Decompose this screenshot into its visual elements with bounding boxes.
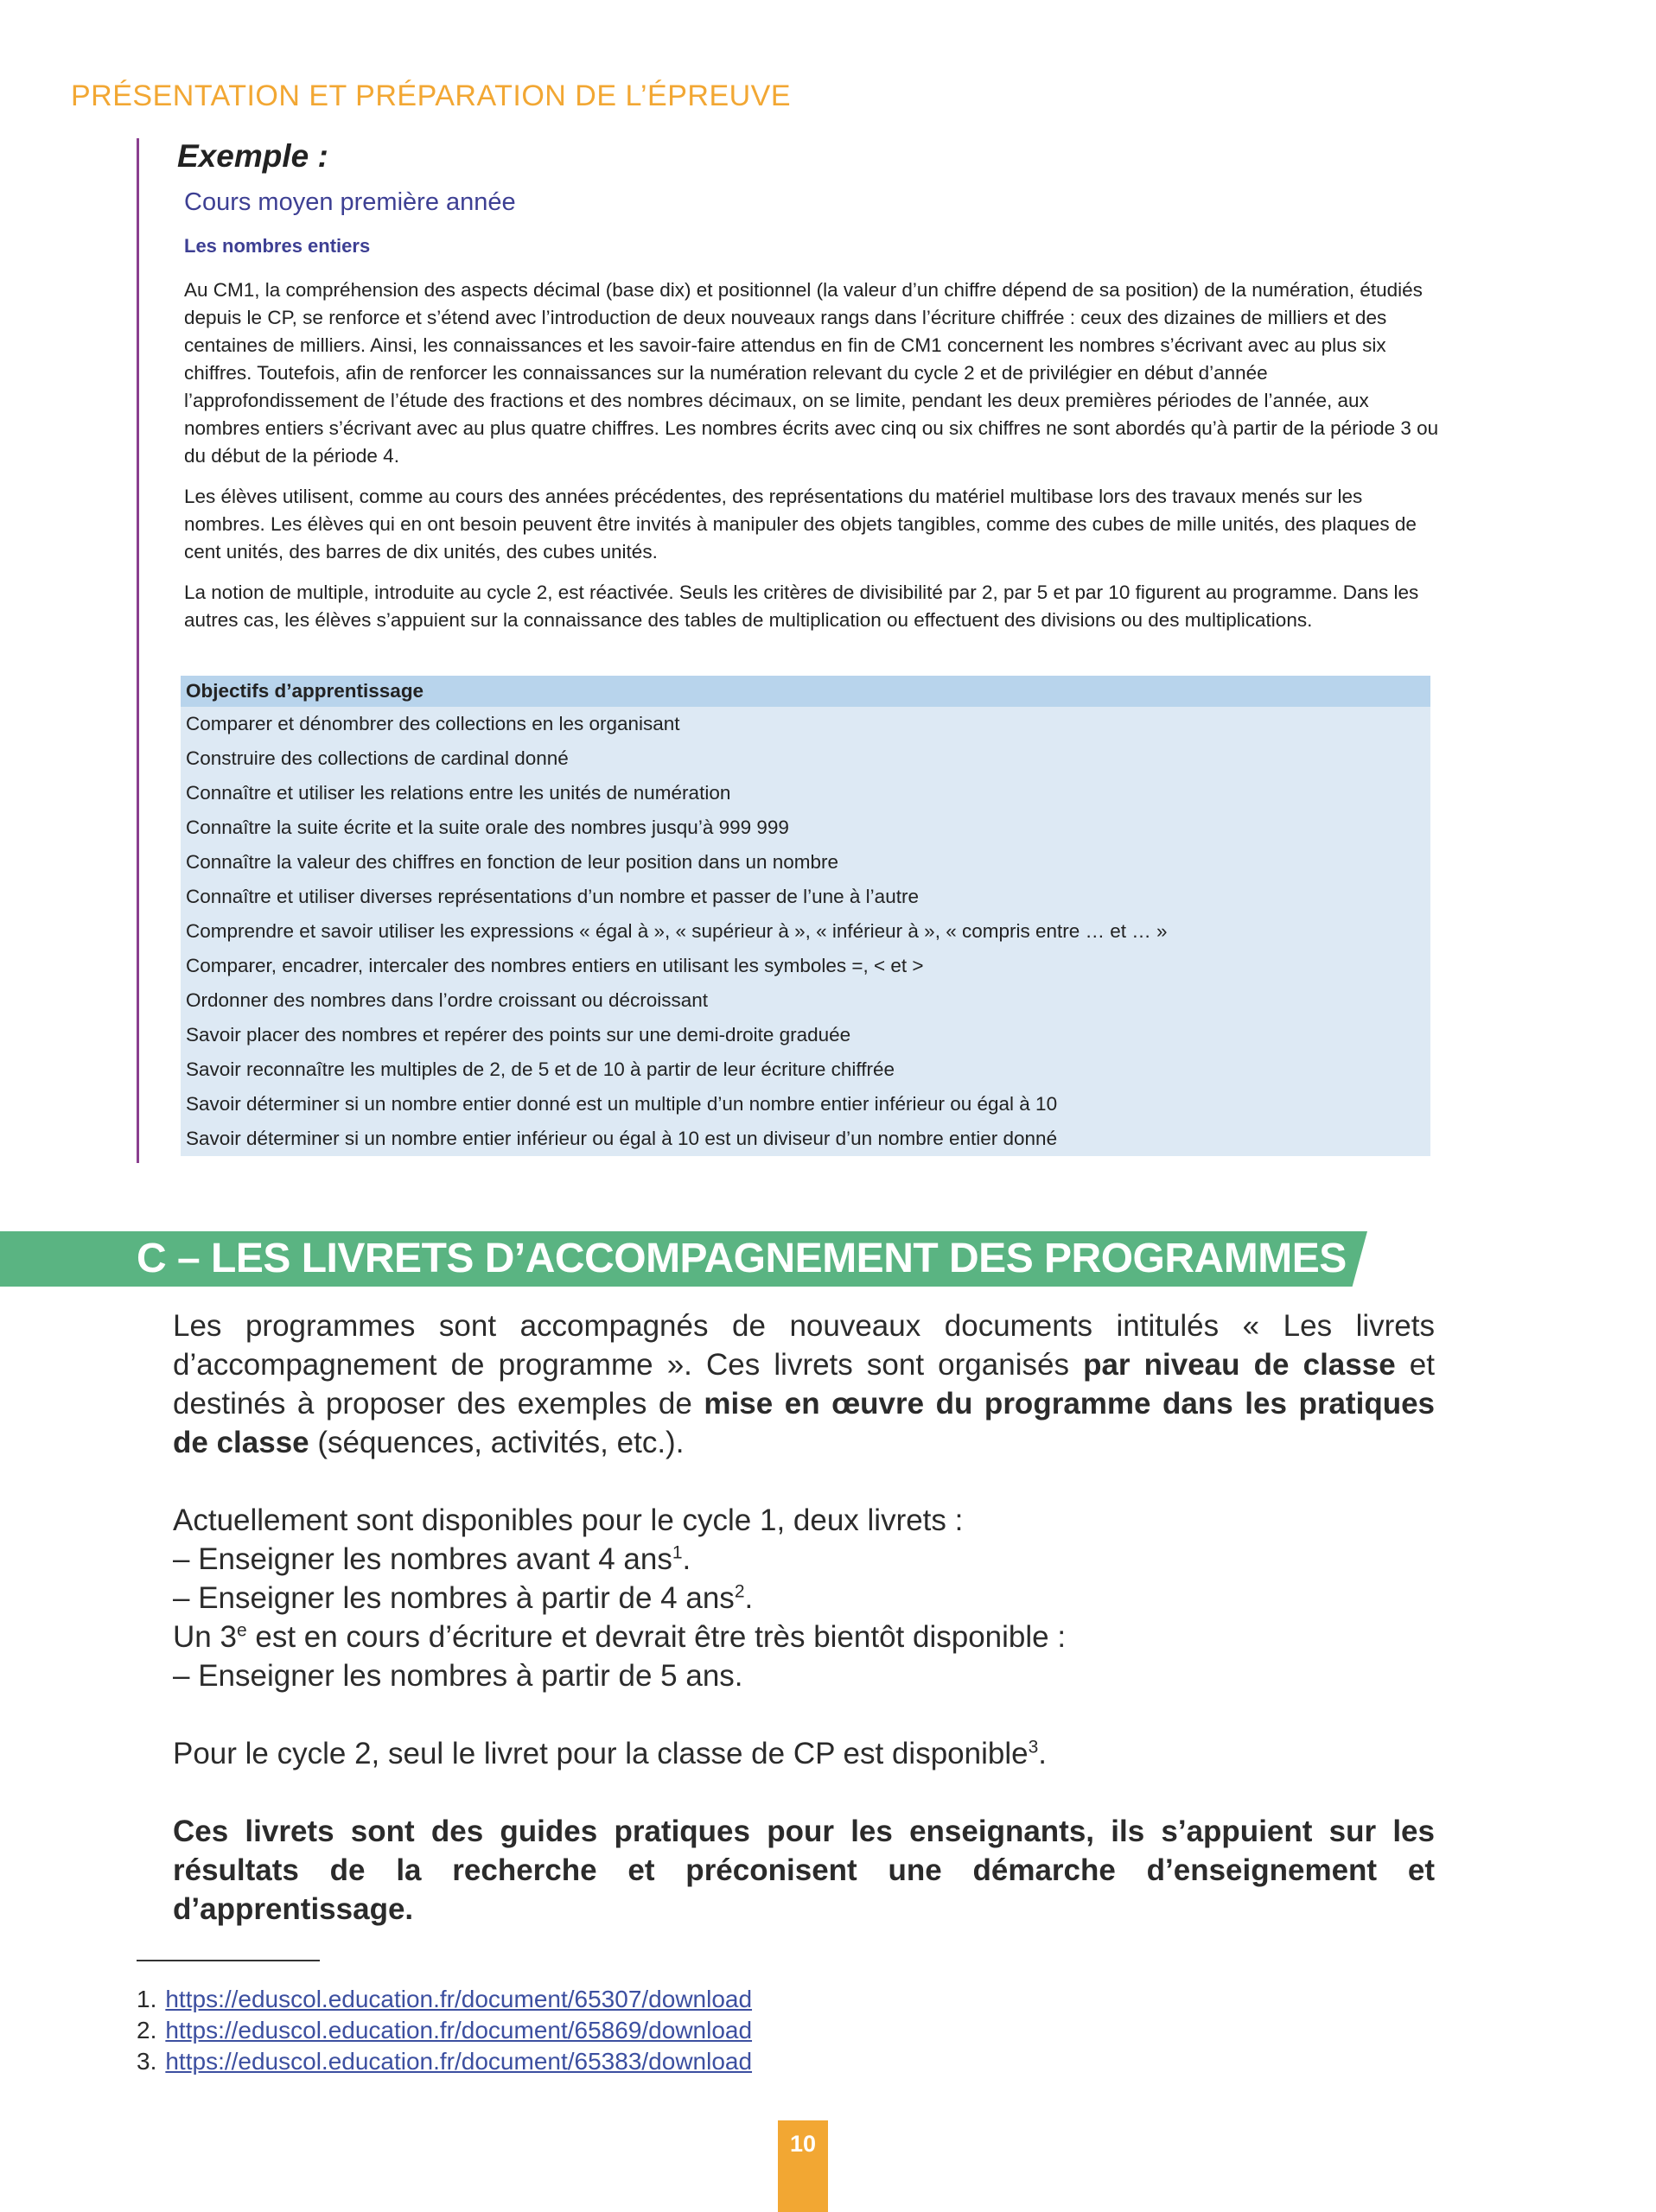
footnote: 3. https://eduscol.education.fr/document/65383/download xyxy=(137,2048,753,2075)
objective-row: Comparer, encadrer, intercaler des nombres entiers en utilisant les symboles =, < et > xyxy=(186,955,924,976)
objective-row: Savoir déterminer si un nombre entier inférieur ou égal à 10 est un diviseur d’un nombre entier donné xyxy=(186,1128,1058,1149)
example-paragraph: Les élèves utilisent, comme au cours des années précédentes, des représentations du matériel multibase lors des travaux menés sur les nombres. Les élèves qui en ont besoin peuvent être invités à manipuler des objets tangibles, comme des cubes de mille unités, des plaques de cent unités, des barres de dix unités, des cubes unités. xyxy=(184,486,1417,563)
example-paragraph: La notion de multiple, introduite au cycle 2, est réactivée. Seuls les critères de divisibilité par 2, par 5 et par 10 figurent au programme. Dans les autres cas, les élèves s’appuient sur la connaissance des tables de multiplication ou effectuent des divisions ou des multiplications. xyxy=(184,582,1419,631)
footnote-link[interactable]: https://eduscol.education.fr/document/65383/download xyxy=(165,2048,753,2075)
objective-row: Construire des collections de cardinal donné xyxy=(186,747,569,769)
cycle2-paragraph: Pour le cycle 2, seul le livret pour la classe de CP est disponible$^3$. xyxy=(173,1737,1048,1770)
objective-row: Connaître et utiliser diverses représentations d’un nombre et passer de l’une à l’autre xyxy=(186,886,919,907)
intro-text: (séquences, activités, etc.). xyxy=(309,1426,685,1459)
objective-row: Savoir déterminer si un nombre entier donné est un multiple d’un nombre entier inférieur ou égal à 10 xyxy=(186,1093,1058,1115)
objective-row: Savoir reconnaître les multiples de 2, de 5 et de 10 à partir de leur écriture chiffrée xyxy=(186,1058,895,1080)
intro-bold: mise en œuvre du programme dans les pratiques de classe xyxy=(173,1387,1436,1459)
objective-row: Connaître et utiliser les relations entre les unités de numération xyxy=(186,782,731,804)
booklet-item: – Enseigner les nombres avant 4 ans$^1$. xyxy=(173,1542,691,1576)
section-subtitle: Les nombres entiers xyxy=(184,235,371,257)
booklet-item: – Enseigner les nombres à partir de 5 ans. xyxy=(173,1659,743,1693)
conclusion-paragraph: Ces livrets sont des guides pratiques pour les enseignants, ils s’appuient sur les résultats de la recherche et préconisent une démarche d’enseignement et d’apprentissage. xyxy=(173,1815,1435,1926)
footnote-ref: 2 xyxy=(734,1581,745,1602)
footnote-link[interactable]: https://eduscol.education.fr/document/65869/download xyxy=(165,2017,753,2044)
objectives-header: Objectifs d’apprentissage xyxy=(181,676,1430,707)
intro-paragraph xyxy=(173,1306,1435,1462)
running-header: PRÉSENTATION ET PRÉPARATION DE L’ÉPREUVE xyxy=(71,79,792,112)
intro-text: et destinés à proposer des exemples de xyxy=(173,1348,1435,1421)
footnote-divider xyxy=(137,1960,320,1961)
intro-text: Les programmes sont accompagnés de nouveaux documents intitulés « Les livrets d’accompagnement de programme ». Ces livrets sont organisés xyxy=(173,1309,1435,1382)
objective-row: Connaître la suite écrite et la suite orale des nombres jusqu’à 999 999 xyxy=(186,817,789,838)
example-paragraphs xyxy=(184,276,1446,647)
footnote-link[interactable]: https://eduscol.education.fr/document/65307/download xyxy=(165,1986,753,2012)
cycle1-intro: Actuellement sont disponibles pour le cycle 1, deux livrets : xyxy=(173,1503,964,1537)
objective-row: Comparer et dénombrer des collections en les organisant xyxy=(186,713,680,734)
footnote-ref: 1 xyxy=(672,1542,683,1563)
example-paragraph: Au CM1, la compréhension des aspects décimal (base dix) et positionnel (la valeur d’un chiffre dépend de sa position) de la numération, étudiés depuis le CP, se renforce et s’étend avec l’introduction de deux nouveaux rangs dans l’écriture chiffrée : ceux des dizaines de milliers et des centaines de milliers. Ainsi, les connaissances et les savoir-faire attendus en fin de CM1 concernent les nombres s’écrivant avec au plus six chiffres. Toutefois, afin de renforcer les connaissances sur la numération relevant du cycle 2 et de privilégier en début d’année l’approfondissement de l’étude des fractions et des nombres décimaux, on se limite, pendant les deux premières périodes de l’année, aux nombres entiers s’écrivant avec au plus quatre chiffres. Les nombres écrits avec cinq ou six chiffres ne sont abordés qu’à partir de la période 3 ou du début de la période 4. xyxy=(184,279,1439,467)
section-title: C – LES LIVRETS D’ACCOMPAGNEMENT DES PROGRAMMES xyxy=(137,1236,1347,1281)
booklet-item: – Enseigner les nombres à partir de 4 ans$^2$. xyxy=(173,1581,754,1615)
third-booklet-note: Un 3e est en cours d’écriture et devrait être très bientôt disponible : xyxy=(173,1620,1067,1654)
section-body xyxy=(173,1306,1435,1929)
footnote: 1. https://eduscol.education.fr/document/65307/download xyxy=(137,1986,753,2012)
objective-row: Comprendre et savoir utiliser les expressions « égal à », « supérieur à », « inférieur à », « compris entre … et … » xyxy=(186,920,1168,942)
page-number: 10 xyxy=(778,2120,828,2212)
footnote-ref: 3 xyxy=(1028,1737,1039,1758)
footnotes xyxy=(137,1984,752,2077)
example-box xyxy=(137,138,1462,1163)
objective-row: Savoir placer des nombres et repérer des points sur une demi-droite graduée xyxy=(186,1024,851,1046)
intro-bold: par niveau de classe xyxy=(1083,1348,1396,1382)
footnote: 2. https://eduscol.education.fr/document/65869/download xyxy=(137,2017,753,2044)
objectives-table xyxy=(181,676,1430,1156)
example-label: Exemple : xyxy=(177,138,328,174)
objective-row: Connaître la valeur des chiffres en fonction de leur position dans un nombre xyxy=(186,851,839,873)
course-title: Cours moyen première année xyxy=(184,188,516,216)
objective-row: Ordonner des nombres dans l’ordre croissant ou décroissant xyxy=(186,989,709,1011)
